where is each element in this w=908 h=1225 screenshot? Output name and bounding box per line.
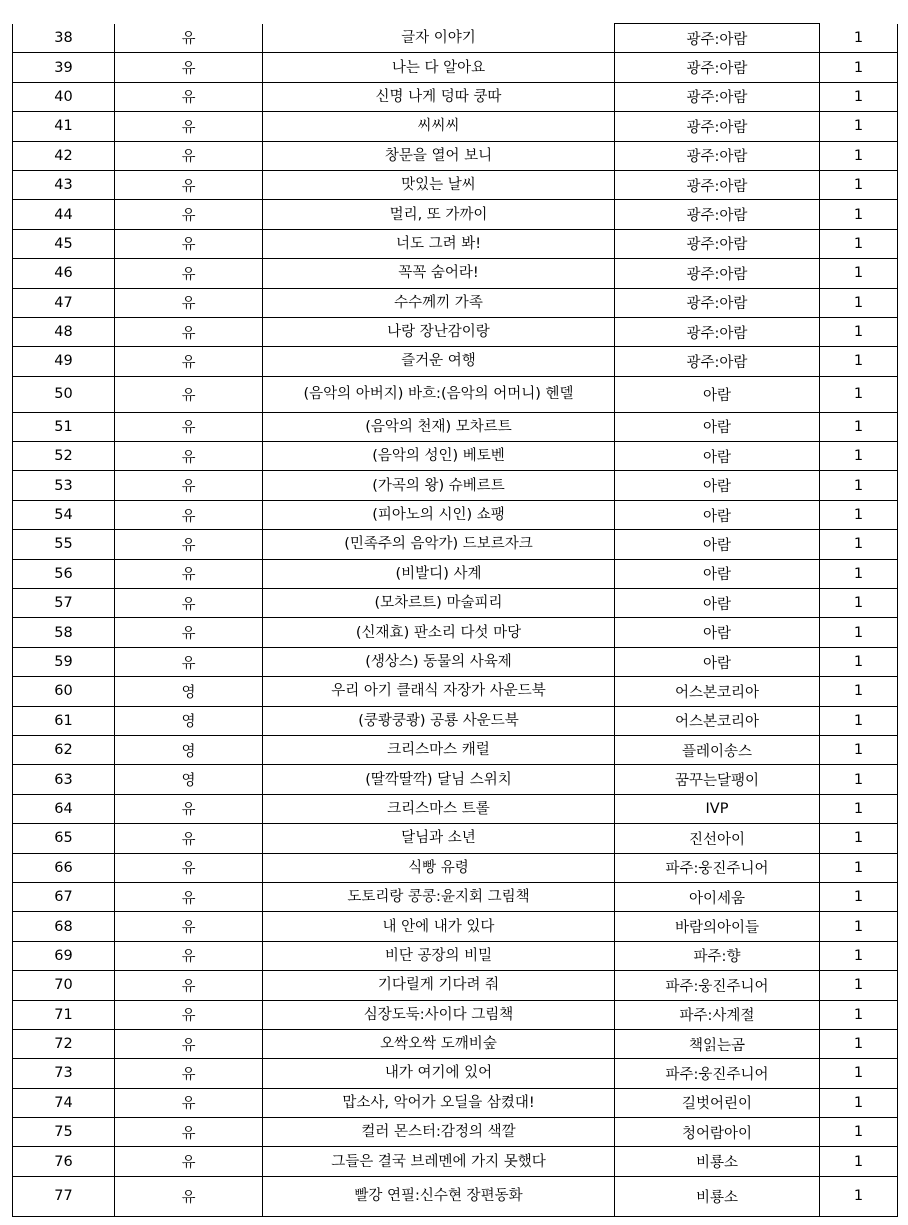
cell-type: 유	[115, 317, 263, 346]
cell-publisher: 파주:사계절	[615, 1000, 820, 1029]
cell-quantity: 1	[820, 141, 898, 170]
cell-publisher: 아람	[615, 471, 820, 500]
table-row	[13, 765, 898, 794]
cell-title: (비발디) 사계	[263, 559, 615, 588]
table-row	[13, 589, 898, 618]
cell-quantity: 1	[820, 500, 898, 529]
cell-type: 유	[115, 941, 263, 970]
cell-publisher: 광주:아람	[615, 112, 820, 141]
cell-title: (가곡의 왕) 슈베르트	[263, 471, 615, 500]
cell-title: (피아노의 시인) 쇼팽	[263, 500, 615, 529]
cell-number: 75	[13, 1118, 115, 1147]
table-row	[13, 442, 898, 471]
cell-type: 유	[115, 1176, 263, 1216]
cell-type: 유	[115, 853, 263, 882]
cell-quantity: 1	[820, 112, 898, 141]
cell-title: (민족주의 음악가) 드보르자크	[263, 530, 615, 559]
cell-number: 58	[13, 618, 115, 647]
cell-number: 65	[13, 824, 115, 853]
cell-title: (음악의 성인) 베토벤	[263, 442, 615, 471]
cell-publisher: 어스본코리아	[615, 677, 820, 706]
cell-title: 그들은 결국 브레멘에 가지 못했다	[263, 1147, 615, 1176]
cell-publisher: 아이세움	[615, 882, 820, 911]
cell-type: 유	[115, 559, 263, 588]
table-body	[13, 24, 898, 1217]
cell-publisher: 책읽는곰	[615, 1029, 820, 1058]
cell-title: 도토리랑 콩콩:윤지회 그림책	[263, 882, 615, 911]
cell-type: 유	[115, 1000, 263, 1029]
table-row	[13, 1029, 898, 1058]
cell-number: 66	[13, 853, 115, 882]
cell-quantity: 1	[820, 200, 898, 229]
cell-publisher: 아람	[615, 647, 820, 676]
cell-number: 62	[13, 735, 115, 764]
cell-type: 유	[115, 971, 263, 1000]
cell-publisher: 광주:아람	[615, 288, 820, 317]
table-row	[13, 853, 898, 882]
cell-title: 맙소사, 악어가 오딜을 삼켰대!	[263, 1088, 615, 1117]
cell-number: 73	[13, 1059, 115, 1088]
cell-publisher: 광주:아람	[615, 259, 820, 288]
cell-quantity: 1	[820, 170, 898, 199]
cell-type: 유	[115, 112, 263, 141]
cell-title: 나는 다 알아요	[263, 53, 615, 82]
cell-quantity: 1	[820, 1176, 898, 1216]
cell-type: 유	[115, 794, 263, 823]
cell-title: (신재효) 판소리 다섯 마당	[263, 618, 615, 647]
cell-quantity: 1	[820, 347, 898, 376]
cell-number: 71	[13, 1000, 115, 1029]
cell-title: 기다릴게 기다려 줘	[263, 971, 615, 1000]
cell-number: 56	[13, 559, 115, 588]
cell-number: 57	[13, 589, 115, 618]
cell-number: 48	[13, 317, 115, 346]
cell-type: 유	[115, 412, 263, 441]
cell-number: 64	[13, 794, 115, 823]
cell-publisher: 아람	[615, 530, 820, 559]
table-row	[13, 794, 898, 823]
table-row	[13, 824, 898, 853]
cell-number: 67	[13, 882, 115, 911]
cell-type: 유	[115, 530, 263, 559]
cell-type: 유	[115, 24, 263, 53]
table-row	[13, 376, 898, 412]
table-row	[13, 288, 898, 317]
cell-quantity: 1	[820, 1147, 898, 1176]
cell-quantity: 1	[820, 376, 898, 412]
cell-publisher: 바람의아이들	[615, 912, 820, 941]
cell-type: 영	[115, 735, 263, 764]
table-row	[13, 706, 898, 735]
cell-number: 45	[13, 229, 115, 258]
cell-title: 꼭꼭 숨어라!	[263, 259, 615, 288]
cell-title: 달님과 소년	[263, 824, 615, 853]
cell-quantity: 1	[820, 853, 898, 882]
cell-title: 내가 여기에 있어	[263, 1059, 615, 1088]
cell-quantity: 1	[820, 912, 898, 941]
cell-number: 50	[13, 376, 115, 412]
cell-number: 47	[13, 288, 115, 317]
cell-type: 유	[115, 1118, 263, 1147]
cell-title: 크리스마스 캐럴	[263, 735, 615, 764]
table-row	[13, 200, 898, 229]
cell-quantity: 1	[820, 794, 898, 823]
cell-title: 신명 나게 덩따 쿵따	[263, 82, 615, 111]
cell-title: (음악의 천재) 모차르트	[263, 412, 615, 441]
cell-type: 유	[115, 824, 263, 853]
cell-type: 유	[115, 882, 263, 911]
table-row	[13, 500, 898, 529]
cell-type: 유	[115, 141, 263, 170]
cell-title: 너도 그려 봐!	[263, 229, 615, 258]
cell-publisher: 아람	[615, 442, 820, 471]
cell-publisher: 파주:웅진주니어	[615, 1059, 820, 1088]
book-list-table	[12, 23, 898, 1217]
table-row	[13, 1147, 898, 1176]
table-row	[13, 618, 898, 647]
cell-title: 글자 이야기	[263, 24, 615, 53]
cell-title: (모차르트) 마술피리	[263, 589, 615, 618]
table-row	[13, 24, 898, 53]
cell-quantity: 1	[820, 677, 898, 706]
cell-quantity: 1	[820, 647, 898, 676]
cell-number: 72	[13, 1029, 115, 1058]
table-row	[13, 347, 898, 376]
cell-title: 비단 공장의 비밀	[263, 941, 615, 970]
cell-type: 유	[115, 53, 263, 82]
table-row	[13, 559, 898, 588]
cell-quantity: 1	[820, 24, 898, 53]
cell-title: (딸깍딸깍) 달님 스위치	[263, 765, 615, 794]
cell-type: 영	[115, 677, 263, 706]
cell-number: 39	[13, 53, 115, 82]
cell-title: (생상스) 동물의 사육제	[263, 647, 615, 676]
cell-title: 나랑 장난감이랑	[263, 317, 615, 346]
cell-type: 유	[115, 347, 263, 376]
cell-quantity: 1	[820, 288, 898, 317]
cell-title: 멀리, 또 가까이	[263, 200, 615, 229]
cell-number: 38	[13, 24, 115, 53]
cell-number: 42	[13, 141, 115, 170]
cell-quantity: 1	[820, 824, 898, 853]
cell-quantity: 1	[820, 941, 898, 970]
table-row	[13, 82, 898, 111]
cell-quantity: 1	[820, 530, 898, 559]
cell-quantity: 1	[820, 53, 898, 82]
table-row	[13, 677, 898, 706]
cell-number: 74	[13, 1088, 115, 1117]
cell-publisher: 광주:아람	[615, 200, 820, 229]
table-row	[13, 530, 898, 559]
cell-number: 70	[13, 971, 115, 1000]
cell-number: 61	[13, 706, 115, 735]
cell-publisher: 아람	[615, 376, 820, 412]
cell-title: 창문을 열어 보니	[263, 141, 615, 170]
cell-quantity: 1	[820, 471, 898, 500]
table-row	[13, 1176, 898, 1216]
cell-title: 크리스마스 트롤	[263, 794, 615, 823]
table-row	[13, 53, 898, 82]
cell-publisher: 광주:아람	[615, 347, 820, 376]
cell-number: 63	[13, 765, 115, 794]
table-row	[13, 1118, 898, 1147]
cell-type: 유	[115, 912, 263, 941]
table-row	[13, 412, 898, 441]
cell-publisher: 광주:아람	[615, 229, 820, 258]
cell-number: 40	[13, 82, 115, 111]
cell-number: 44	[13, 200, 115, 229]
table-row	[13, 647, 898, 676]
cell-title: 즐거운 여행	[263, 347, 615, 376]
cell-publisher: 길벗어린이	[615, 1088, 820, 1117]
cell-publisher: 아람	[615, 589, 820, 618]
cell-title: (쿵쾅쿵쾅) 공룡 사운드북	[263, 706, 615, 735]
table-row	[13, 112, 898, 141]
cell-quantity: 1	[820, 1000, 898, 1029]
cell-quantity: 1	[820, 1059, 898, 1088]
cell-publisher: 아람	[615, 412, 820, 441]
table-row	[13, 471, 898, 500]
cell-title: 식빵 유령	[263, 853, 615, 882]
cell-quantity: 1	[820, 259, 898, 288]
cell-type: 유	[115, 589, 263, 618]
table-row	[13, 971, 898, 1000]
cell-type: 유	[115, 471, 263, 500]
cell-quantity: 1	[820, 229, 898, 258]
cell-number: 68	[13, 912, 115, 941]
cell-number: 51	[13, 412, 115, 441]
cell-number: 69	[13, 941, 115, 970]
cell-type: 유	[115, 376, 263, 412]
cell-type: 유	[115, 229, 263, 258]
cell-number: 46	[13, 259, 115, 288]
cell-quantity: 1	[820, 82, 898, 111]
cell-publisher: 광주:아람	[615, 170, 820, 199]
cell-publisher: 비룡소	[615, 1147, 820, 1176]
cell-title: 수수께끼 가족	[263, 288, 615, 317]
table-row	[13, 735, 898, 764]
table-row	[13, 1088, 898, 1117]
table-row	[13, 912, 898, 941]
cell-publisher: 광주:아람	[615, 24, 820, 53]
cell-quantity: 1	[820, 1029, 898, 1058]
cell-number: 60	[13, 677, 115, 706]
cell-title: (음악의 아버지) 바흐:(음악의 어머니) 헨델	[263, 376, 615, 412]
cell-title: 심장도둑:사이다 그림책	[263, 1000, 615, 1029]
cell-type: 유	[115, 618, 263, 647]
cell-title: 맛있는 날씨	[263, 170, 615, 199]
cell-type: 유	[115, 82, 263, 111]
cell-quantity: 1	[820, 317, 898, 346]
cell-publisher: 파주:웅진주니어	[615, 853, 820, 882]
cell-quantity: 1	[820, 1088, 898, 1117]
cell-type: 유	[115, 170, 263, 199]
cell-type: 영	[115, 706, 263, 735]
cell-quantity: 1	[820, 882, 898, 911]
cell-type: 영	[115, 765, 263, 794]
table-row	[13, 141, 898, 170]
cell-publisher: 아람	[615, 618, 820, 647]
cell-publisher: 꿈꾸는달팽이	[615, 765, 820, 794]
table-row	[13, 941, 898, 970]
cell-number: 76	[13, 1147, 115, 1176]
cell-type: 유	[115, 500, 263, 529]
cell-number: 49	[13, 347, 115, 376]
cell-number: 43	[13, 170, 115, 199]
cell-publisher: 플레이송스	[615, 735, 820, 764]
cell-number: 54	[13, 500, 115, 529]
cell-type: 유	[115, 647, 263, 676]
cell-publisher: 아람	[615, 559, 820, 588]
cell-type: 유	[115, 1059, 263, 1088]
cell-type: 유	[115, 442, 263, 471]
cell-publisher: IVP	[615, 794, 820, 823]
cell-quantity: 1	[820, 618, 898, 647]
cell-publisher: 아람	[615, 500, 820, 529]
cell-title: 우리 아기 클래식 자장가 사운드북	[263, 677, 615, 706]
cell-title: 오싹오싹 도깨비숲	[263, 1029, 615, 1058]
cell-publisher: 파주:향	[615, 941, 820, 970]
cell-publisher: 광주:아람	[615, 317, 820, 346]
table-row	[13, 229, 898, 258]
cell-title: 컬러 몬스터:감정의 색깔	[263, 1118, 615, 1147]
table-row	[13, 170, 898, 199]
cell-quantity: 1	[820, 442, 898, 471]
cell-publisher: 어스본코리아	[615, 706, 820, 735]
table-row	[13, 1000, 898, 1029]
cell-publisher: 청어람아이	[615, 1118, 820, 1147]
cell-number: 52	[13, 442, 115, 471]
cell-type: 유	[115, 1029, 263, 1058]
cell-quantity: 1	[820, 412, 898, 441]
cell-quantity: 1	[820, 765, 898, 794]
cell-quantity: 1	[820, 1118, 898, 1147]
cell-publisher: 광주:아람	[615, 141, 820, 170]
cell-type: 유	[115, 259, 263, 288]
cell-type: 유	[115, 200, 263, 229]
cell-quantity: 1	[820, 735, 898, 764]
cell-number: 41	[13, 112, 115, 141]
cell-title: 씨씨씨	[263, 112, 615, 141]
cell-number: 77	[13, 1176, 115, 1216]
cell-title: 내 안에 내가 있다	[263, 912, 615, 941]
cell-quantity: 1	[820, 559, 898, 588]
table-row	[13, 882, 898, 911]
cell-publisher: 진선아이	[615, 824, 820, 853]
table-row	[13, 1059, 898, 1088]
table-row	[13, 259, 898, 288]
cell-number: 53	[13, 471, 115, 500]
cell-type: 유	[115, 1088, 263, 1117]
cell-type: 유	[115, 1147, 263, 1176]
cell-quantity: 1	[820, 706, 898, 735]
cell-quantity: 1	[820, 589, 898, 618]
cell-publisher: 광주:아람	[615, 53, 820, 82]
cell-title: 빨강 연필:신수현 장편동화	[263, 1176, 615, 1216]
cell-publisher: 광주:아람	[615, 82, 820, 111]
cell-quantity: 1	[820, 971, 898, 1000]
cell-type: 유	[115, 288, 263, 317]
cell-number: 59	[13, 647, 115, 676]
table-row	[13, 317, 898, 346]
cell-publisher: 파주:웅진주니어	[615, 971, 820, 1000]
cell-number: 55	[13, 530, 115, 559]
cell-publisher: 비룡소	[615, 1176, 820, 1216]
